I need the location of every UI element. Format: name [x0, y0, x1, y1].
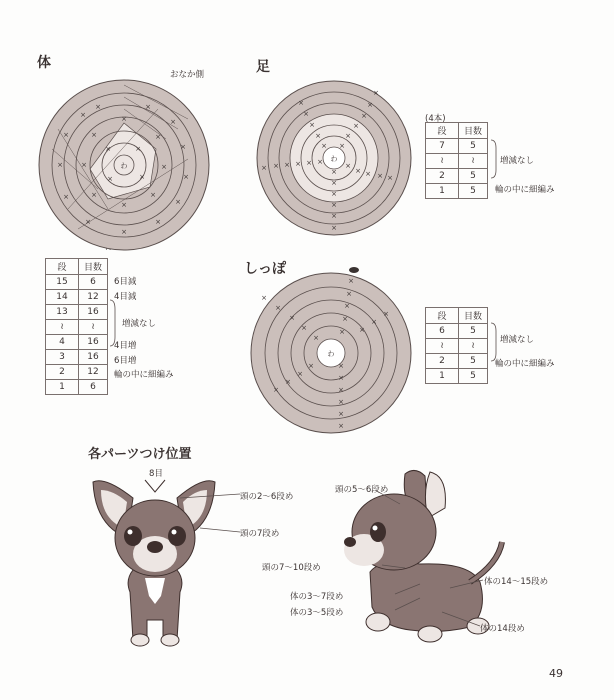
svg-text:×: ×: [338, 398, 344, 406]
svg-text:×: ×: [95, 103, 101, 111]
front-eye-label: 頭の7段め: [240, 529, 280, 539]
table-row: 2 5: [426, 169, 488, 184]
side-ear-label: 頭の5〜6段め: [335, 485, 389, 495]
svg-text:×: ×: [81, 161, 87, 169]
svg-text:×: ×: [180, 143, 186, 151]
svg-text:×: ×: [383, 310, 389, 318]
table-row: 6 5: [426, 324, 488, 339]
svg-text:×: ×: [315, 132, 321, 140]
tail-stitch-diagram: [246, 268, 416, 438]
svg-text:×: ×: [331, 212, 337, 220]
svg-text:×: ×: [63, 131, 69, 139]
svg-text:×: ×: [338, 374, 344, 382]
svg-text:×: ×: [261, 294, 267, 302]
svg-text:×: ×: [155, 218, 161, 226]
svg-text:×: ×: [183, 173, 189, 181]
svg-text:×: ×: [359, 326, 365, 334]
svg-text:×: ×: [284, 161, 290, 169]
svg-text:×: ×: [338, 422, 344, 430]
svg-text:×: ×: [121, 228, 127, 236]
body-row-table: [45, 258, 108, 395]
table-row: 1 5: [426, 369, 488, 384]
svg-text:×: ×: [261, 164, 267, 172]
svg-text:×: ×: [339, 328, 345, 336]
svg-text:×: ×: [308, 362, 314, 370]
tail-section-title: しっぽ: [244, 261, 286, 277]
svg-text:×: ×: [289, 314, 295, 322]
table-row: 2 12: [46, 365, 108, 380]
table-row: 2 5: [426, 354, 488, 369]
svg-text:×: ×: [63, 193, 69, 201]
svg-text:×: ×: [175, 198, 181, 206]
svg-text:×: ×: [105, 145, 111, 153]
svg-text:×: ×: [285, 378, 291, 386]
svg-text:×: ×: [150, 191, 156, 199]
table-header: 段: [46, 259, 79, 275]
table-row: 14 12: [46, 290, 108, 305]
svg-text:×: ×: [155, 133, 161, 141]
page-number: 49: [549, 667, 563, 680]
svg-text:×: ×: [139, 173, 145, 181]
svg-text:×: ×: [331, 201, 337, 209]
svg-text:×: ×: [371, 318, 377, 326]
svg-text:×: ×: [107, 175, 113, 183]
body-note-range: 増減なし: [122, 319, 157, 329]
svg-text:×: ×: [273, 162, 279, 170]
table-row: ≀ ≀: [426, 154, 488, 169]
svg-text:×: ×: [339, 142, 345, 150]
body-belly-label: おなか側: [170, 70, 205, 80]
svg-text:×: ×: [355, 167, 361, 175]
front-top-label: 8目: [149, 469, 163, 479]
svg-text:×: ×: [377, 172, 383, 180]
foot-stitch-diagram: [256, 80, 412, 236]
svg-text:×: ×: [321, 142, 327, 150]
table-row: 15 6: [46, 275, 108, 290]
svg-text:×: ×: [91, 131, 97, 139]
svg-text:×: ×: [338, 362, 344, 370]
body-note-r14: 4目減: [114, 292, 137, 302]
tail-note-r1: 輪の中に細編み: [495, 359, 555, 369]
svg-text:×: ×: [57, 161, 63, 169]
svg-text:×: ×: [306, 159, 312, 167]
svg-text:×: ×: [331, 224, 337, 232]
body-note-r3: 4目増: [114, 341, 137, 351]
table-row: 1 6: [46, 380, 108, 395]
svg-text:×: ×: [298, 99, 304, 107]
table-row: 7 5: [426, 139, 488, 154]
body-center-mark: わ: [120, 162, 128, 170]
body-note-r15: 6目減: [114, 277, 137, 287]
side-head-label: 頭の7〜10段め: [262, 563, 321, 573]
side-tail-label: 体の14段め: [480, 624, 525, 634]
foot-center-mark: わ: [330, 155, 338, 163]
body-note-r2: 6目増: [114, 356, 137, 366]
svg-text:×: ×: [331, 168, 337, 176]
table-row: ≀ ≀: [46, 320, 108, 335]
svg-text:×: ×: [145, 103, 151, 111]
tail-center-mark: わ: [327, 350, 335, 358]
svg-text:×: ×: [331, 179, 337, 187]
side-front-leg2-label: 体の3〜5段め: [290, 608, 344, 618]
foot-count-note: (4本): [425, 114, 446, 124]
svg-text:×: ×: [345, 132, 351, 140]
svg-text:×: ×: [303, 110, 309, 118]
svg-text:×: ×: [353, 122, 359, 130]
svg-text:×: ×: [344, 302, 350, 310]
body-section-title: 体: [37, 55, 51, 71]
tail-row-table: [425, 307, 488, 384]
table-row: 13 16: [46, 305, 108, 320]
table-row: ≀ ≀: [426, 339, 488, 354]
tail-note-range: 増減なし: [500, 335, 535, 345]
svg-text:×: ×: [367, 101, 373, 109]
foot-note-r1: 輪の中に細編み: [495, 185, 555, 195]
table-row: 3 16: [46, 350, 108, 365]
svg-text:×: ×: [275, 304, 281, 312]
svg-text:×: ×: [301, 324, 307, 332]
svg-text:×: ×: [121, 115, 127, 123]
svg-text:×: ×: [348, 277, 354, 285]
svg-text:×: ×: [297, 370, 303, 378]
svg-text:×: ×: [313, 334, 319, 342]
foot-section-title: 足: [256, 59, 270, 75]
svg-text:×: ×: [170, 118, 176, 126]
svg-text:×: ×: [273, 386, 279, 394]
table-row: 4 16: [46, 335, 108, 350]
foot-note-range: 増減なし: [500, 156, 535, 166]
svg-text:×: ×: [317, 158, 323, 166]
svg-text:×: ×: [161, 163, 167, 171]
table-header: 段: [426, 308, 459, 324]
svg-text:×: ×: [365, 170, 371, 178]
svg-text:×: ×: [342, 315, 348, 323]
svg-text:×: ×: [309, 121, 315, 129]
table-header: 目数: [459, 123, 488, 139]
svg-text:×: ×: [373, 89, 379, 97]
svg-text:×: ×: [121, 201, 127, 209]
table-header: 目数: [459, 308, 488, 324]
front-ear-label: 頭の2〜6段め: [240, 492, 294, 502]
body-stitch-diagram: [38, 79, 210, 251]
body-note-r1: 輪の中に細編み: [114, 370, 174, 380]
svg-text:×: ×: [346, 290, 352, 298]
table-row: 1 5: [426, 184, 488, 199]
svg-text:×: ×: [345, 162, 351, 170]
svg-text:×: ×: [331, 190, 337, 198]
svg-text:×: ×: [80, 111, 86, 119]
placement-section-title: 各パーツつけ位置: [88, 447, 192, 462]
svg-text:×: ×: [361, 112, 367, 120]
svg-text:×: ×: [338, 386, 344, 394]
foot-row-table: [425, 122, 488, 199]
svg-text:×: ×: [387, 174, 393, 182]
svg-text:×: ×: [295, 160, 301, 168]
table-header: 目数: [79, 259, 108, 275]
side-front-leg1-label: 体の3〜7段め: [290, 592, 344, 602]
svg-text:×: ×: [338, 410, 344, 418]
svg-text:×: ×: [135, 145, 141, 153]
svg-text:×: ×: [91, 191, 97, 199]
svg-text:×: ×: [85, 218, 91, 226]
table-header: 段: [426, 123, 459, 139]
side-back-leg-label: 体の14〜15段め: [484, 577, 549, 587]
